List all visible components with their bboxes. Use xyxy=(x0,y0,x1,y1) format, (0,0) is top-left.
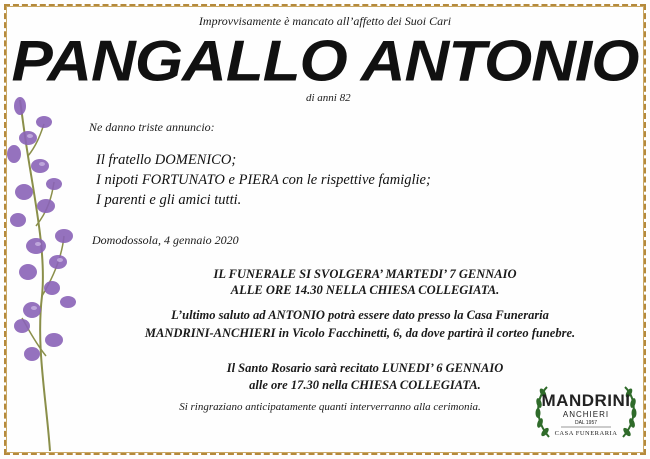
deceased-name: PANGALLO ANTONIO xyxy=(11,29,639,94)
rosary-line: Il Santo Rosario sarà recitato LUNEDI’ 6 GENNAIO xyxy=(226,361,504,375)
funeral-home-logo xyxy=(533,381,639,445)
bellflower-decoration xyxy=(6,96,96,451)
family-line: Il fratello DOMENICO; xyxy=(96,152,237,168)
rosary-info xyxy=(150,360,580,394)
logo-name: MANDRINI xyxy=(541,391,631,410)
family-line: I parenti e gli amici tutti. xyxy=(96,192,242,208)
family-list xyxy=(96,150,431,210)
farewell-line: L’ultimo saluto ad ANTONIO potrà essere dato presso la Casa Funeraria xyxy=(171,308,549,322)
family-line: I nipoti FORTUNATO e PIERA con le rispettive famiglie; xyxy=(96,172,431,188)
rosary-line: alle ore 17.30 nella CHIESA COLLEGIATA. xyxy=(249,378,481,392)
farewell-info xyxy=(90,306,630,342)
announcement-line: Ne danno triste annuncio: xyxy=(89,120,215,134)
logo-caption: CASA FUNERARIA xyxy=(554,430,618,437)
place-date: Domodossola, 4 gennaio 2020 xyxy=(92,233,239,247)
thanks-line: Si ringraziano anticipatamente quanti interverranno alla cerimonia. xyxy=(179,401,481,413)
funeral-line: ALLE ORE 14.30 NELLA CHIESA COLLEGIATA. xyxy=(230,283,500,297)
logo-year: DAL 1957 xyxy=(574,420,598,426)
funeral-line: IL FUNERALE SI SVOLGERA’ MARTEDI’ 7 GENNAIO xyxy=(213,267,517,281)
farewell-line: MANDRINI-ANCHIERI in Vicolo Facchinetti, 6, da dove partirà il corteo funebre. xyxy=(144,326,576,340)
deceased-age: di anni 82 xyxy=(306,92,351,104)
intro-line: Improvvisamente è mancato all’affetto dei Suoi Cari xyxy=(198,14,452,28)
funeral-info xyxy=(150,266,580,298)
logo-subname: ANCHIERI xyxy=(562,410,610,419)
